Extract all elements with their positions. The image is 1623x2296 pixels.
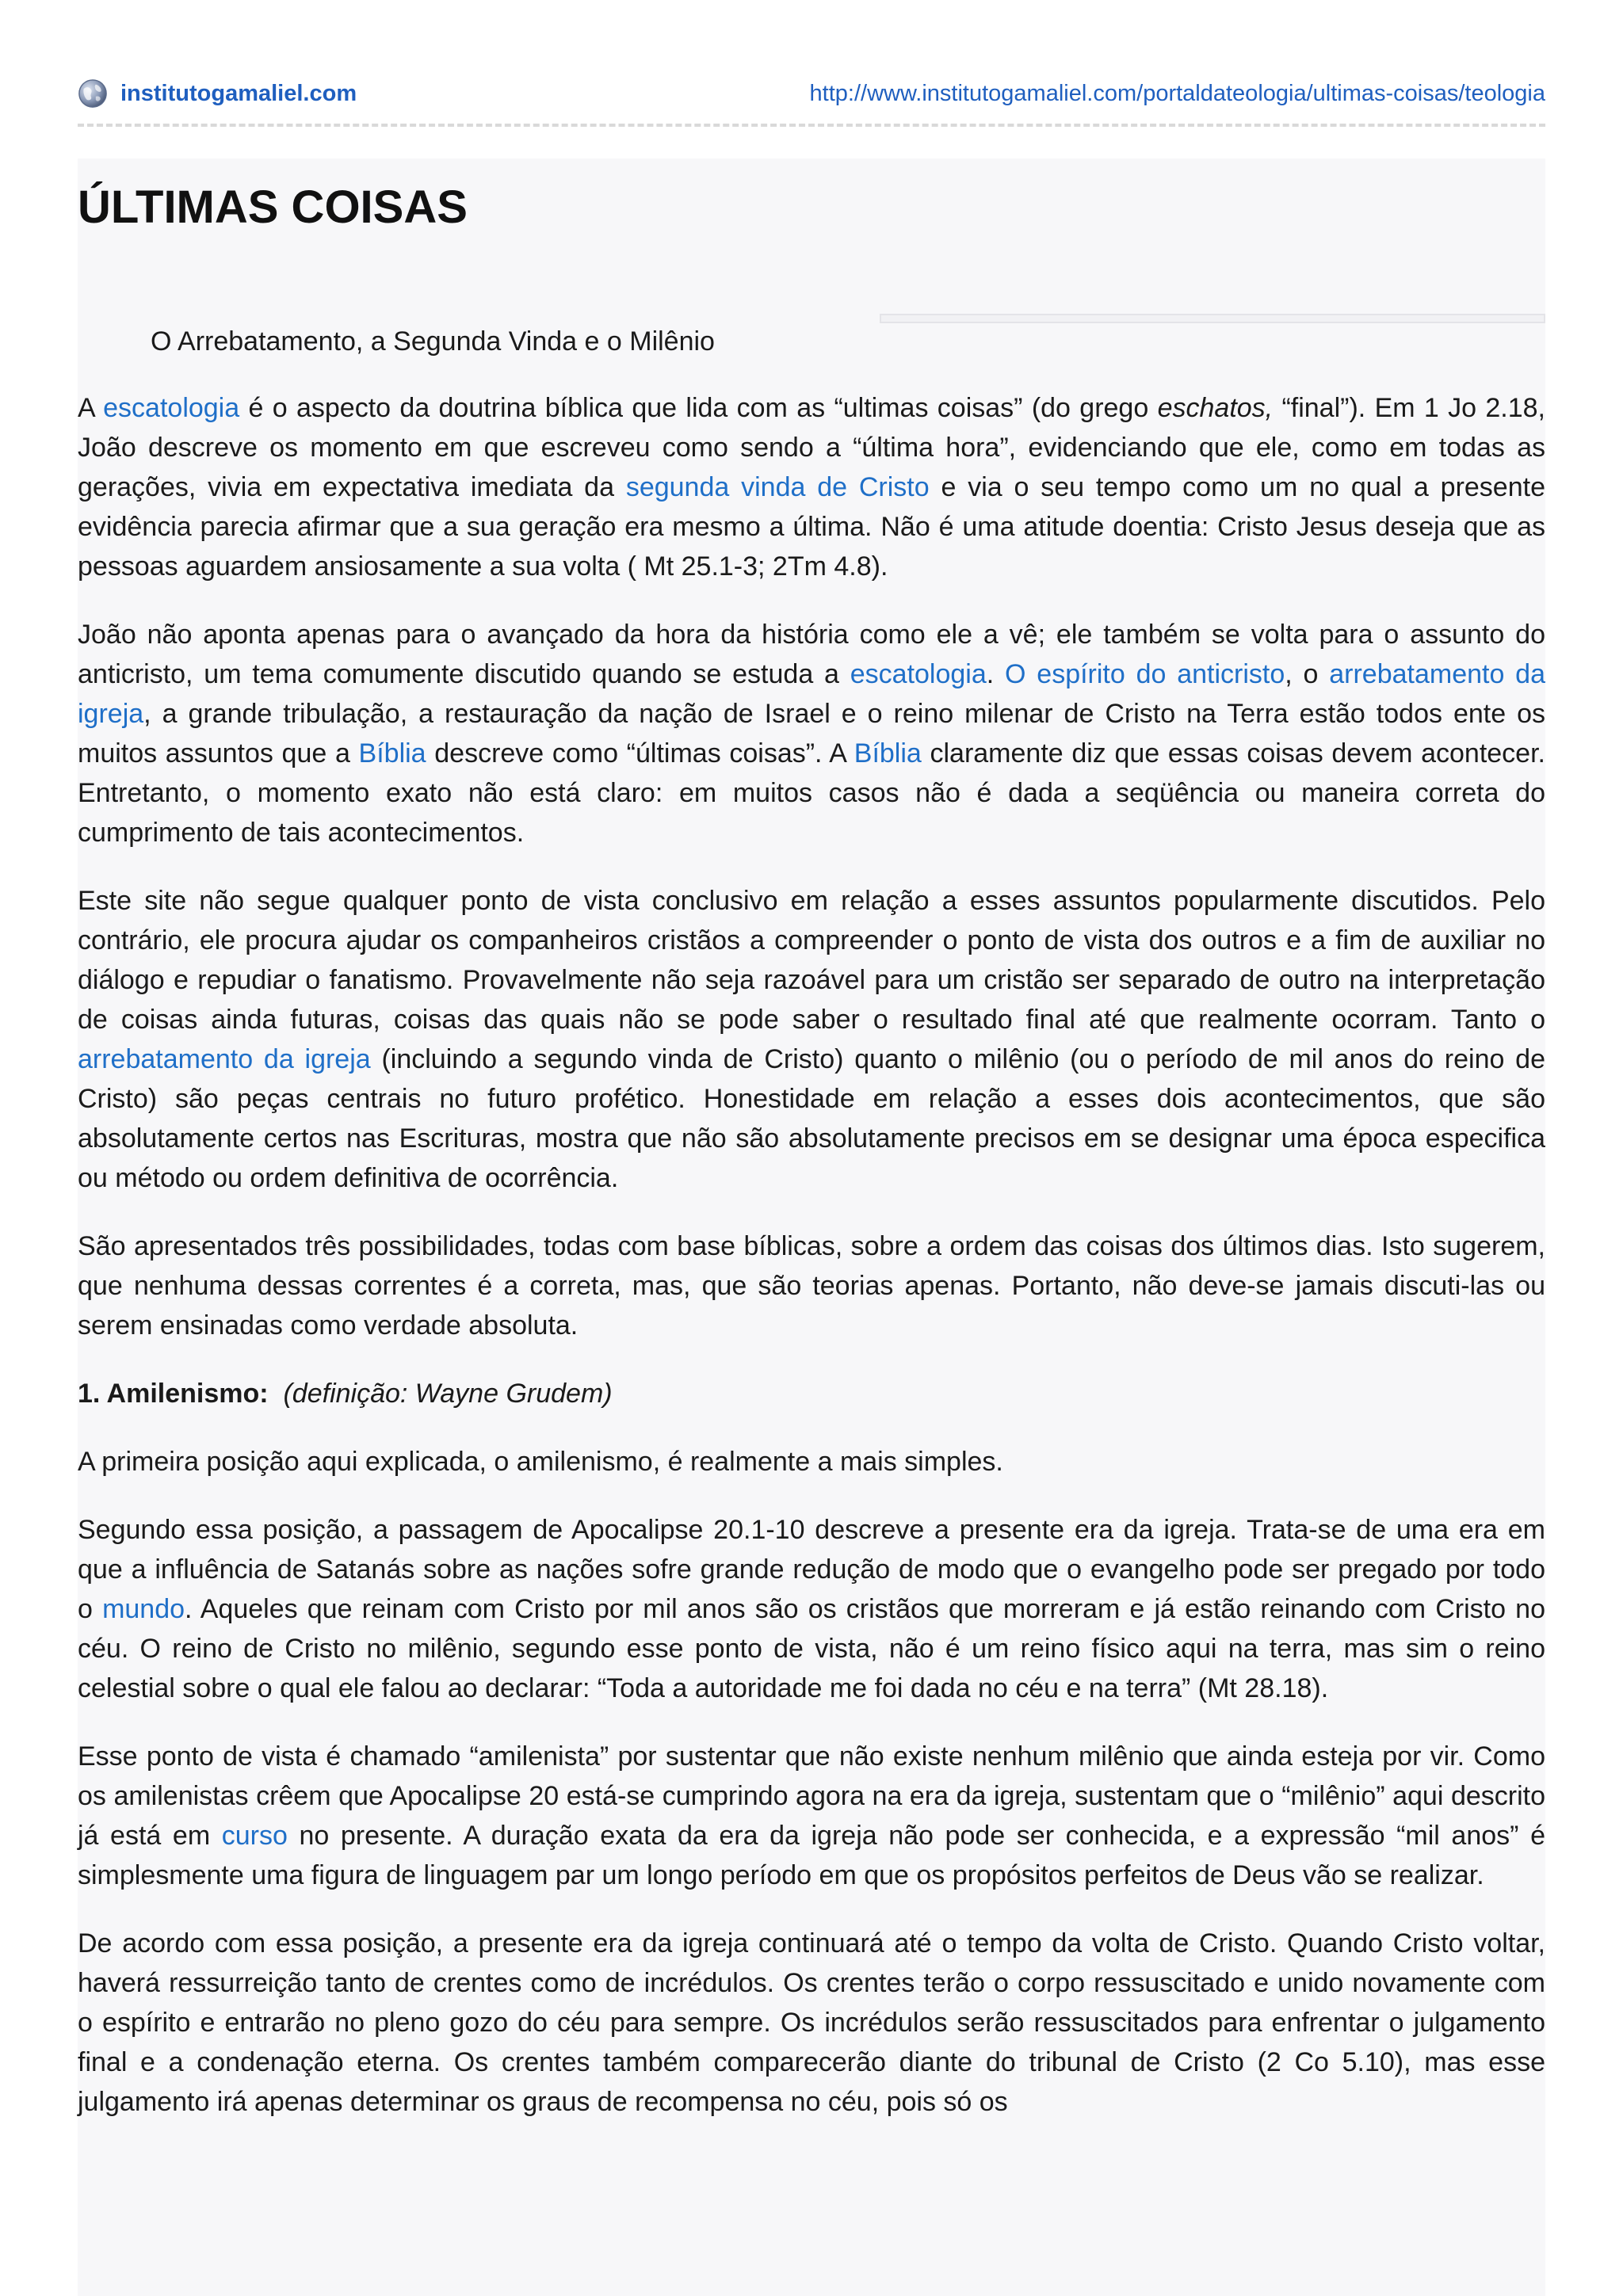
globe-icon [78, 78, 108, 109]
site-brand [78, 78, 357, 109]
link-espirito-anticristo[interactable]: O espírito do anticristo [1005, 659, 1285, 689]
paragraph-7: Esse ponto de vista é chamado “amilenista” por sustentar que não existe nenhum milênio que ainda esteja por vir. Como os amilenistas crêem que Apocalipse 20 está-se cumprindo agora na era da igreja, sustentam que o “milênio” aqui descrito já está em curso no presente. A duração exata da era da igreja não pode ser conhecida, e a expressão “mil anos” é simplesmente uma figura de linguagem par um longo período em que os propósitos perfeitos de Deus vão se realizar. [78, 1741, 1545, 1890]
paragraph-1: A escatologia é o aspecto da doutrina bíblica que lida com as “ultimas coisas” (do grego eschatos, “final”). Em 1 Jo 2.18, João descreve os momento em que escreveu como sendo a “última hora”, evidenciando que ele, como em todas as gerações, vivia em expectativa imediata da segunda vinda de Cristo e via o seu tempo como um no qual a presente evidência parecia afirmar que a sua geração era mesmo a última. Não é uma atitude doentia: Cristo Jesus deseja que as pessoas aguardem ansiosamente a sua volta ( Mt 25.1-3; 2Tm 4.8). [78, 393, 1545, 582]
article-content [78, 158, 1545, 2296]
link-arrebatamento[interactable]: arrebatamento da igreja [78, 659, 1545, 729]
link-mundo[interactable]: mundo [102, 1594, 185, 1624]
paragraph-4: São apresentados três possibilidades, todas com base bíblicas, sobre a ordem das coisas dos últimos dias. Isto sugerem, que nenhuma dessas correntes é a correta, mas, que são teorias apenas. Portanto, não deve-se jamais discuti-las ou serem ensinadas como verdade absoluta. [78, 1231, 1545, 1341]
link-escatologia[interactable]: escatologia [103, 393, 240, 423]
paragraph-6: Segundo essa posição, a passagem de Apocalipse 20.1-10 descreve a presente era da igreja. Trata-se de uma era em que a influência de Satanás sobre as nações sofre grande redução de modo que o evangelho pode ser pregado por todo o mundo. Aqueles que reinam com Cristo por mil anos são os cristãos que morreram e já estão reinando com Cristo no céu. O reino de Cristo no milênio, segundo esse ponto de vista, não é um reino físico aqui na terra, mas sim o reino celestial sobre o qual ele falou ao declarar: “Toda a autoridade me foi dada no céu e na terra” (Mt 28.18). [78, 1515, 1545, 1703]
link-escatologia[interactable]: escatologia [850, 659, 987, 689]
section-heading-amilenismo [78, 1374, 1545, 1413]
page-header [78, 76, 1545, 111]
paragraph-3: Este site não segue qualquer ponto de vista conclusivo em relação a esses assuntos popularmente discutidos. Pelo contrário, ele procura ajudar os companheiros cristãos a compreender o ponto de vista dos outros e a fim de auxiliar no diálogo e repudiar o fanatismo. Provavelmente não seja razoável para um cristão ser separado de outro na interpretação de coisas ainda futuras, coisas das quais não se pode saber o resultado final até que realmente ocorram. Tanto o arrebatamento da igreja (incluindo a segundo vinda de Cristo) quanto o milênio (ou o período de mil anos do reino de Cristo) são peças centrais no futuro profético. Honestidade em relação a esses dois acontecimentos, que são absolutamente certos nas Escrituras, mostra que não são absolutamente precisos em se designar uma época especifica ou método ou ordem definitiva de ocorrência. [78, 886, 1545, 1193]
page-title: ÚLTIMAS COISAS [78, 181, 468, 233]
section-note: (definição: Wayne Grudem) [283, 1379, 613, 1409]
article-body [78, 388, 1545, 2150]
paragraph-8: De acordo com essa posição, a presente era da igreja continuará até o tempo da volta de Cristo. Quando Cristo voltar, haverá ressurreição tanto de crentes como de incrédulos. Os crentes terão o corpo ressuscitado e unido novamente com o espírito e entrarão no pleno gozo do céu para sempre. Os incrédulos serão ressuscitados para enfrentar o julgamento final e a condenação eterna. Os crentes também comparecerão diante do tribunal de Cristo (2 Co 5.10), mas esse julgamento irá apenas determinar os graus de recompensa no céu, pois só os [78, 1928, 1545, 2117]
link-curso[interactable]: curso [221, 1821, 288, 1851]
site-name-link[interactable]: institutogamaliel.com [120, 80, 357, 106]
paragraph-5: A primeira posição aqui explicada, o amilenismo, é realmente a mais simples. [78, 1447, 1003, 1477]
header-divider [78, 124, 1545, 127]
ad-placeholder [880, 314, 1545, 323]
paragraph-2: João não aponta apenas para o avançado da hora da história como ele a vê; ele também se volta para o assunto do anticristo, um tema comumente discutido quando se estuda a escatologia. O espírito do anticristo, o arrebatamento da igreja, a grande tribulação, a restauração da nação de Israel e o reino milenar de Cristo na Terra estão todos ente os muitos assuntos que a Bíblia descreve como “últimas coisas”. A Bíblia claramente diz que essas coisas devem acontecer. Entretanto, o momento exato não está claro: em muitos casos não é dada a seqüência ou maneira correta do cumprimento de tais acontecimentos. [78, 620, 1545, 848]
link-arrebatamento[interactable]: arrebatamento da igreja [78, 1044, 371, 1074]
section-heading: 1. Amilenismo: [78, 1379, 269, 1409]
link-segunda-vinda[interactable]: segunda vinda de Cristo [625, 472, 930, 502]
link-biblia[interactable]: Bíblia [358, 738, 426, 769]
article-subtitle: O Arrebatamento, a Segunda Vinda e o Milênio [151, 326, 715, 357]
link-biblia[interactable]: Bíblia [854, 738, 922, 769]
page-url-link[interactable]: http://www.institutogamaliel.com/portaldateologia/ultimas-coisas/teologia [809, 80, 1545, 106]
